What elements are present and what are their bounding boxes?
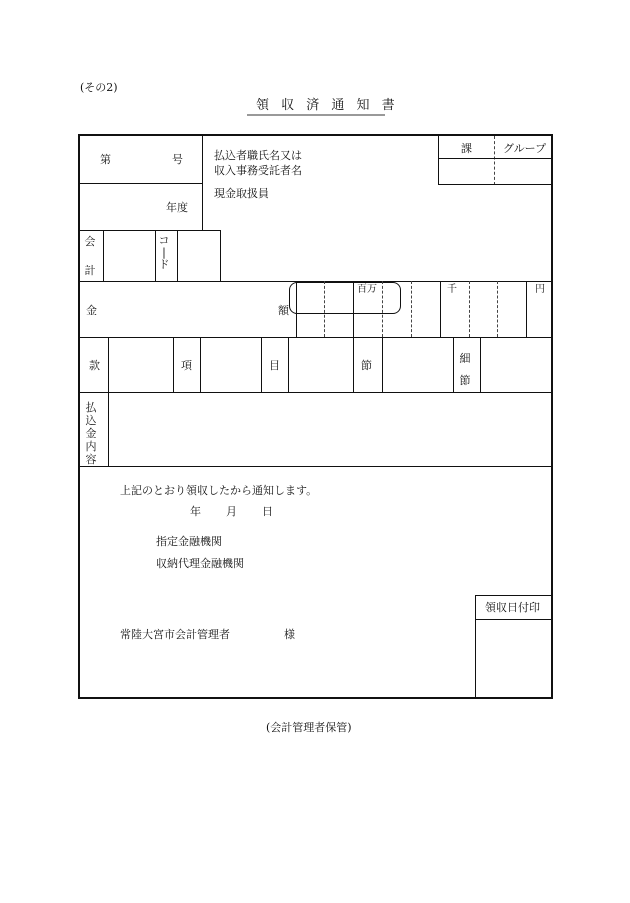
contents-label: 払 込 金 内 容 xyxy=(85,401,97,466)
account-label-top: 会 xyxy=(84,235,96,248)
month-label: 月 xyxy=(226,505,237,518)
number-prefix: 第 xyxy=(100,153,111,166)
amount-digit-4 xyxy=(469,281,470,337)
addressee: 常陸大宮市会計管理者 xyxy=(120,628,230,641)
kan-divider xyxy=(108,337,109,392)
account-top-rule xyxy=(80,230,220,231)
section-bottom-rule xyxy=(438,184,553,185)
amount-divider xyxy=(296,281,297,337)
receiving-agent-bank: 収納代理金融機関 xyxy=(156,557,244,570)
saisetsu-left-divider xyxy=(453,337,454,392)
document-title: 領 収 済 通 知 書 xyxy=(256,98,399,113)
amount-label-left: 金 xyxy=(86,304,97,317)
setsu-label: 節 xyxy=(361,359,372,372)
amount-million-divider xyxy=(353,281,354,337)
setsu-divider xyxy=(382,337,383,392)
stamp-box-top xyxy=(475,595,553,596)
contents-divider xyxy=(108,392,109,466)
number-suffix: 号 xyxy=(172,153,183,166)
payer-label-line1: 払込者職氏名又は xyxy=(214,149,302,162)
unit-million: 百万 xyxy=(357,284,377,295)
amount-digit-1 xyxy=(324,281,325,337)
account-label-bottom: 計 xyxy=(84,264,96,277)
kan-label: 款 xyxy=(89,359,100,372)
stamp-box-rule xyxy=(475,619,553,620)
amount-digit-3 xyxy=(411,281,412,337)
code-divider xyxy=(177,230,178,281)
amount-top-rule xyxy=(80,281,553,282)
saisetsu-divider xyxy=(480,337,481,392)
code-label: コ | ド xyxy=(158,234,170,271)
payer-label-line2: 収入事務受託者名 xyxy=(214,164,302,177)
section-rule xyxy=(438,158,553,159)
section-divider xyxy=(438,136,439,185)
number-divider xyxy=(202,136,203,230)
stamp-box-left xyxy=(475,595,476,699)
number-rule xyxy=(80,183,202,184)
fiscal-year-label: 年度 xyxy=(166,201,188,214)
amount-yen-divider xyxy=(526,281,527,337)
day-label: 日 xyxy=(262,505,273,518)
notice-top-rule xyxy=(80,466,553,467)
receipt-stamp-label: 領収日付印 xyxy=(485,601,540,614)
amount-digit-2 xyxy=(382,281,383,337)
kou-label: 項 xyxy=(181,359,192,372)
budget-top-rule xyxy=(80,337,553,338)
amount-label-right: 額 xyxy=(278,304,289,317)
form-number: (その2) xyxy=(80,81,118,94)
designated-bank: 指定金融機関 xyxy=(156,535,222,548)
moku-label: 目 xyxy=(269,359,280,372)
kou-divider xyxy=(200,337,201,392)
notice-text: 上記のとおり領収したから通知します。 xyxy=(120,484,318,497)
section-label: 課 xyxy=(461,142,472,155)
cashier-label: 現金取扱員 xyxy=(214,187,269,200)
contents-top-rule xyxy=(80,392,553,393)
amount-digit-5 xyxy=(497,281,498,337)
payer-name-bracket xyxy=(289,282,401,314)
unit-yen: 円 xyxy=(535,284,545,295)
title-underline xyxy=(247,114,385,116)
kou-left-divider xyxy=(173,337,174,392)
code-left-divider xyxy=(155,230,156,281)
amount-thousand-divider xyxy=(440,281,441,337)
footer-note: (会計管理者保管) xyxy=(266,721,352,734)
setsu-left-divider xyxy=(353,337,354,392)
account-divider xyxy=(103,230,104,281)
receipt-notice-form xyxy=(78,134,553,699)
saisetsu-label: 細 節 xyxy=(459,352,471,387)
code-right-divider xyxy=(220,230,221,281)
moku-divider xyxy=(288,337,289,392)
unit-thousand: 千 xyxy=(447,284,457,295)
honorific: 様 xyxy=(284,628,295,641)
group-label: グループ xyxy=(503,142,547,155)
year-label: 年 xyxy=(190,505,201,518)
moku-left-divider xyxy=(261,337,262,392)
group-divider xyxy=(494,136,495,185)
